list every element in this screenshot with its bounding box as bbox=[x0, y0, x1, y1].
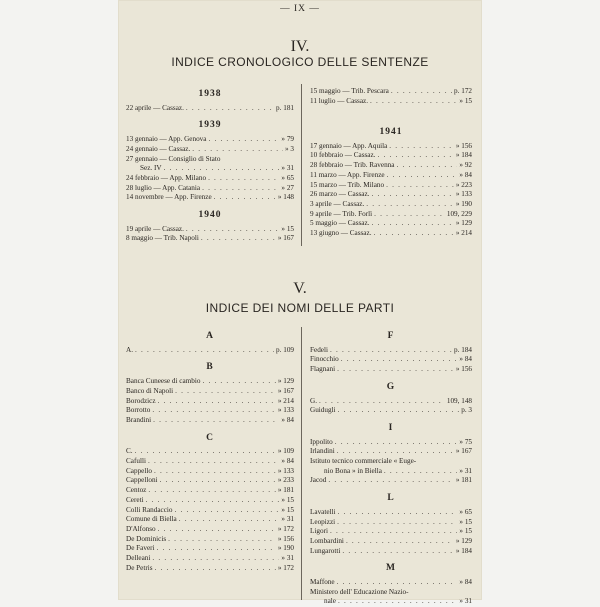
page-reference: » 15 bbox=[459, 527, 472, 536]
entry-label: Lavatelli bbox=[310, 507, 336, 516]
entry-label: 14 novembre — App. Firenze bbox=[126, 193, 212, 202]
year-heading: 1939 bbox=[198, 120, 222, 131]
dot-leader bbox=[337, 578, 458, 588]
index-entry bbox=[310, 190, 472, 200]
dot-leader bbox=[319, 397, 445, 407]
entry-label: 28 febbraio — Trib. Ravenna bbox=[310, 161, 395, 170]
page-reference: » 31 bbox=[281, 554, 294, 563]
entry-label: 9 aprile — Trib. Forlì bbox=[310, 209, 373, 218]
dot-leader bbox=[208, 174, 279, 184]
section-v-number: V. bbox=[293, 280, 307, 297]
page-reference: » 129 bbox=[277, 377, 294, 386]
page-reference: » 133 bbox=[277, 466, 294, 475]
dot-leader bbox=[154, 467, 276, 477]
page-reference: » 133 bbox=[455, 190, 472, 199]
page-reference: » 84 bbox=[459, 578, 472, 587]
index-entry bbox=[126, 525, 294, 535]
index-entry bbox=[126, 476, 294, 486]
dot-leader bbox=[338, 406, 460, 416]
index-entry bbox=[310, 588, 472, 598]
index-entry bbox=[310, 508, 472, 518]
index-entry bbox=[310, 537, 472, 547]
page-reference: » 172 bbox=[277, 563, 294, 572]
index-entry bbox=[126, 135, 294, 145]
index-entry bbox=[126, 535, 294, 545]
letter-heading: A bbox=[206, 331, 214, 341]
entry-label: Borodzicz bbox=[126, 396, 156, 405]
page-reference: » 27 bbox=[281, 183, 294, 192]
entry-label: Cappelloni bbox=[126, 476, 158, 485]
letter-heading: G bbox=[386, 381, 396, 392]
dot-leader bbox=[338, 508, 458, 518]
dot-leader bbox=[346, 537, 454, 547]
index-entry bbox=[310, 578, 472, 588]
column-divider bbox=[301, 84, 302, 246]
dot-leader bbox=[342, 547, 453, 557]
entry-label: Centoz bbox=[126, 486, 147, 495]
page-reference: p. 172 bbox=[454, 87, 472, 95]
page-reference: » 181 bbox=[455, 476, 472, 485]
index-entry bbox=[310, 527, 472, 537]
entry-label: 10 febbraio — Cassaz. bbox=[310, 151, 376, 160]
page-reference: » 15 bbox=[459, 96, 472, 105]
entry-label: Borrotto bbox=[126, 406, 151, 415]
page-reference: » 156 bbox=[455, 141, 472, 150]
book-page bbox=[118, 0, 482, 606]
index-entry bbox=[126, 554, 294, 564]
dot-leader bbox=[386, 181, 454, 191]
letter-heading: C bbox=[206, 432, 214, 443]
dot-leader bbox=[330, 527, 457, 537]
dot-leader bbox=[164, 164, 280, 174]
index-entry bbox=[310, 142, 472, 152]
dot-leader bbox=[135, 447, 276, 457]
index-entry bbox=[126, 544, 294, 554]
dot-leader bbox=[366, 200, 454, 210]
page-reference: » 167 bbox=[277, 234, 294, 243]
index-entry bbox=[310, 365, 472, 375]
entry-label: De Faveri bbox=[126, 544, 155, 553]
page-reference: » 92 bbox=[459, 161, 472, 170]
names-index-right-column bbox=[310, 324, 472, 607]
chronological-index-left-column bbox=[126, 82, 294, 244]
entry-label: C. bbox=[126, 447, 133, 456]
dot-leader bbox=[179, 515, 280, 525]
dot-leader bbox=[158, 397, 276, 407]
index-entry bbox=[310, 151, 472, 161]
entry-label: nale bbox=[324, 597, 336, 606]
index-entry bbox=[310, 476, 472, 486]
entry-label: De Petris bbox=[126, 563, 153, 572]
page-reference: » 65 bbox=[281, 173, 294, 182]
dot-leader bbox=[328, 476, 453, 486]
entry-label: Brandini bbox=[126, 415, 152, 424]
index-entry bbox=[310, 171, 472, 181]
index-entry bbox=[126, 234, 294, 244]
index-entry bbox=[310, 597, 472, 607]
entry-label: Irlandini bbox=[310, 447, 335, 456]
dot-leader bbox=[377, 151, 453, 161]
index-entry bbox=[310, 161, 472, 171]
dot-leader bbox=[374, 229, 454, 239]
page-reference: » 15 bbox=[281, 224, 294, 233]
entry-label: Colli Randaccio bbox=[126, 505, 173, 514]
letter-heading: I bbox=[388, 422, 394, 433]
page-reference: » 84 bbox=[281, 415, 294, 424]
index-entry bbox=[310, 87, 472, 97]
index-entry bbox=[126, 564, 294, 574]
entry-label: 27 gennaio — Consiglio di Stato bbox=[126, 154, 221, 163]
page-reference: » 31 bbox=[459, 466, 472, 475]
index-entry bbox=[310, 346, 472, 356]
entry-label: Banco di Napoli bbox=[126, 386, 174, 395]
page-reference: p. 109 bbox=[276, 345, 294, 354]
dot-leader bbox=[338, 597, 457, 607]
page-reference: » 190 bbox=[455, 199, 472, 208]
entry-label: Ligori bbox=[310, 527, 328, 536]
section-iv-title: INDICE CRONOLOGICO DELLE SENTENZE bbox=[171, 55, 429, 69]
dot-leader bbox=[146, 496, 280, 506]
page-reference: » 15 bbox=[281, 495, 294, 504]
index-entry bbox=[126, 515, 294, 525]
page-reference: » 156 bbox=[277, 534, 294, 543]
letter-heading: M bbox=[386, 563, 396, 574]
dot-leader bbox=[370, 97, 457, 107]
page-reference: » 148 bbox=[277, 193, 294, 202]
entry-label: Istituto tecnico commerciale « Euge- bbox=[310, 457, 417, 466]
entry-label: 5 maggio — Cassaz. bbox=[310, 219, 370, 228]
entry-label: 26 marzo — Cassaz. bbox=[310, 190, 370, 199]
dot-leader bbox=[391, 87, 452, 97]
year-heading: 1941 bbox=[379, 127, 403, 137]
index-entry bbox=[310, 518, 472, 528]
page-reference: » 31 bbox=[281, 164, 294, 173]
page-reference: » 84 bbox=[459, 170, 472, 179]
index-entry bbox=[310, 397, 472, 407]
page-reference: » 84 bbox=[459, 355, 472, 364]
dot-leader bbox=[135, 346, 274, 356]
index-entry bbox=[310, 438, 472, 448]
index-entry bbox=[310, 467, 472, 477]
index-entry bbox=[310, 181, 472, 191]
page-reference: » 129 bbox=[455, 219, 472, 228]
page-reference: » 31 bbox=[459, 597, 472, 606]
dot-leader bbox=[152, 554, 279, 564]
dot-leader bbox=[371, 190, 453, 200]
entry-label: 11 luglio — Cassaz. bbox=[310, 96, 369, 105]
dot-leader bbox=[337, 518, 457, 528]
page-reference: » 15 bbox=[459, 517, 472, 526]
dot-leader bbox=[389, 142, 454, 152]
index-entry bbox=[126, 184, 294, 194]
dot-leader bbox=[214, 193, 276, 203]
entry-label: Lungarotti bbox=[310, 546, 341, 555]
entry-label: Delleani bbox=[126, 554, 151, 563]
dot-leader bbox=[157, 544, 276, 554]
entry-label: Flagnani bbox=[310, 365, 336, 374]
dot-leader bbox=[387, 171, 458, 181]
index-entry bbox=[310, 229, 472, 239]
chronological-index-right-top bbox=[310, 87, 472, 106]
page-reference: p. 3 bbox=[461, 406, 472, 415]
index-entry bbox=[126, 467, 294, 477]
index-entry bbox=[310, 355, 472, 365]
dot-leader bbox=[202, 184, 279, 194]
index-entry bbox=[126, 174, 294, 184]
page-reference: » 190 bbox=[277, 544, 294, 553]
entry-label: G. bbox=[310, 396, 317, 405]
entry-label: Maffone bbox=[310, 578, 335, 587]
entry-label: 13 giugno — Cassaz. bbox=[310, 229, 372, 238]
names-index-left-column bbox=[126, 324, 294, 573]
dot-leader bbox=[372, 219, 454, 229]
page-reference: p. 184 bbox=[454, 345, 472, 354]
index-entry bbox=[126, 145, 294, 155]
index-entry bbox=[126, 457, 294, 467]
dot-leader bbox=[153, 416, 279, 426]
index-entry bbox=[310, 547, 472, 557]
index-entry bbox=[126, 486, 294, 496]
index-entry bbox=[310, 210, 472, 220]
index-entry bbox=[126, 225, 294, 235]
page-reference: » 214 bbox=[455, 229, 472, 238]
index-entry bbox=[310, 219, 472, 229]
index-entry bbox=[310, 457, 472, 467]
entry-label: Cafulli bbox=[126, 457, 146, 466]
dot-leader bbox=[175, 506, 280, 516]
dot-leader bbox=[201, 234, 276, 244]
entry-label: 8 maggio — Trib. Napoli bbox=[126, 234, 199, 243]
entry-label: De Dominicis bbox=[126, 534, 167, 543]
dot-leader bbox=[330, 346, 452, 356]
entry-label: 3 aprile — Cassaz. bbox=[310, 199, 365, 208]
dot-leader bbox=[341, 355, 458, 365]
entry-label: Guidugli bbox=[310, 406, 336, 415]
year-heading: 1938 bbox=[198, 89, 222, 99]
index-entry bbox=[126, 377, 294, 387]
page-reference: » 129 bbox=[455, 536, 472, 545]
entry-label: Finocchio bbox=[310, 355, 339, 364]
entry-label: D'Alfonso bbox=[126, 524, 156, 533]
index-entry bbox=[126, 397, 294, 407]
page-reference: p. 181 bbox=[276, 103, 294, 112]
page-reference: » 65 bbox=[459, 507, 472, 516]
entry-label: Sez. IV bbox=[140, 164, 162, 173]
index-entry bbox=[126, 447, 294, 457]
index-entry bbox=[126, 406, 294, 416]
page-reference: » 184 bbox=[455, 151, 472, 160]
page-reference: » 233 bbox=[277, 476, 294, 485]
entry-label: Banca Cuneese di cambio bbox=[126, 377, 201, 386]
page-reference: » 84 bbox=[281, 457, 294, 466]
page-reference: » 79 bbox=[281, 135, 294, 144]
entry-label: 24 gennaio — Cassaz. bbox=[126, 144, 191, 153]
page-reference: » 109 bbox=[277, 447, 294, 456]
index-entry bbox=[126, 104, 294, 114]
page-reference: 109, 148 bbox=[446, 396, 472, 405]
entry-label: nio Bona » in Biella bbox=[324, 466, 382, 475]
index-entry bbox=[126, 346, 294, 356]
dot-leader bbox=[335, 438, 458, 448]
dot-leader bbox=[168, 535, 276, 545]
index-entry bbox=[126, 387, 294, 397]
column-divider bbox=[301, 327, 302, 600]
page-reference: » 133 bbox=[277, 406, 294, 415]
entry-label: Comune di Biella bbox=[126, 515, 177, 524]
entry-label: Cappello bbox=[126, 466, 152, 475]
index-entry bbox=[126, 496, 294, 506]
index-entry bbox=[126, 416, 294, 426]
page-reference: » 181 bbox=[277, 486, 294, 495]
index-entry bbox=[310, 200, 472, 210]
page-reference: » 15 bbox=[281, 505, 294, 514]
page-number: — IX — bbox=[280, 4, 320, 14]
dot-leader bbox=[384, 467, 458, 477]
dot-leader bbox=[186, 104, 274, 114]
dot-leader bbox=[396, 161, 457, 171]
page-reference: » 3 bbox=[285, 144, 294, 153]
page-reference: » 184 bbox=[455, 546, 472, 555]
dot-leader bbox=[192, 145, 283, 155]
index-entry bbox=[126, 164, 294, 174]
entry-label: 15 maggio — Trib. Pescara bbox=[310, 87, 389, 95]
entry-label: 13 gennaio — App. Genova bbox=[126, 135, 207, 144]
entry-label: Ippolito bbox=[310, 437, 333, 446]
entry-label: Ministero dell' Educazione Nazio- bbox=[310, 587, 409, 596]
page-reference: » 75 bbox=[459, 437, 472, 446]
entry-label: 17 gennaio — App. Aquila bbox=[310, 141, 388, 150]
letter-heading: F bbox=[387, 331, 395, 341]
entry-label: Jacod bbox=[310, 476, 327, 485]
section-v-title: INDICE DEI NOMI DELLE PARTI bbox=[205, 301, 395, 315]
year-heading: 1940 bbox=[198, 210, 222, 221]
index-entry bbox=[310, 406, 472, 416]
page-reference: 109, 229 bbox=[446, 209, 472, 218]
entry-label: 19 aprile — Cassaz. bbox=[126, 224, 184, 233]
dot-leader bbox=[160, 476, 276, 486]
page-reference: » 167 bbox=[455, 447, 472, 456]
dot-leader bbox=[148, 486, 275, 496]
entry-label: Fedeli bbox=[310, 345, 328, 354]
dot-leader bbox=[337, 447, 454, 457]
entry-label: 28 luglio — App. Catania bbox=[126, 183, 201, 192]
section-iv-number: IV. bbox=[290, 38, 310, 55]
index-entry bbox=[126, 155, 294, 165]
page-reference: » 223 bbox=[455, 180, 472, 189]
page-reference: » 31 bbox=[281, 515, 294, 524]
dot-leader bbox=[155, 564, 276, 574]
dot-leader bbox=[208, 135, 279, 145]
chronological-index-right-column bbox=[310, 120, 472, 239]
page-reference: » 172 bbox=[277, 524, 294, 533]
page-reference: » 167 bbox=[277, 386, 294, 395]
entry-label: Cereti bbox=[126, 495, 144, 504]
dot-leader bbox=[158, 525, 276, 535]
dot-leader bbox=[202, 377, 275, 387]
dot-leader bbox=[152, 406, 275, 416]
letter-heading: B bbox=[206, 362, 214, 373]
index-entry bbox=[310, 447, 472, 457]
dot-leader bbox=[337, 365, 454, 375]
page-reference: » 214 bbox=[277, 396, 294, 405]
dot-leader bbox=[175, 387, 276, 397]
entry-label: A. bbox=[126, 345, 133, 354]
dot-leader bbox=[148, 457, 279, 467]
dot-leader bbox=[186, 225, 280, 235]
dot-leader bbox=[374, 210, 445, 220]
index-entry bbox=[310, 97, 472, 107]
entry-label: 15 marzo — Trib. Milano bbox=[310, 180, 385, 189]
entry-label: 24 febbraio — App. Milano bbox=[126, 173, 207, 182]
index-entry bbox=[126, 193, 294, 203]
page-reference: » 156 bbox=[455, 365, 472, 374]
letter-heading: L bbox=[387, 493, 395, 504]
index-entry bbox=[126, 506, 294, 516]
entry-label: Lombardini bbox=[310, 536, 344, 545]
entry-label: 22 aprile — Cassaz. bbox=[126, 103, 184, 112]
entry-label: 11 marzo — App. Firenze bbox=[310, 170, 385, 179]
entry-label: Leopizzi bbox=[310, 517, 336, 526]
